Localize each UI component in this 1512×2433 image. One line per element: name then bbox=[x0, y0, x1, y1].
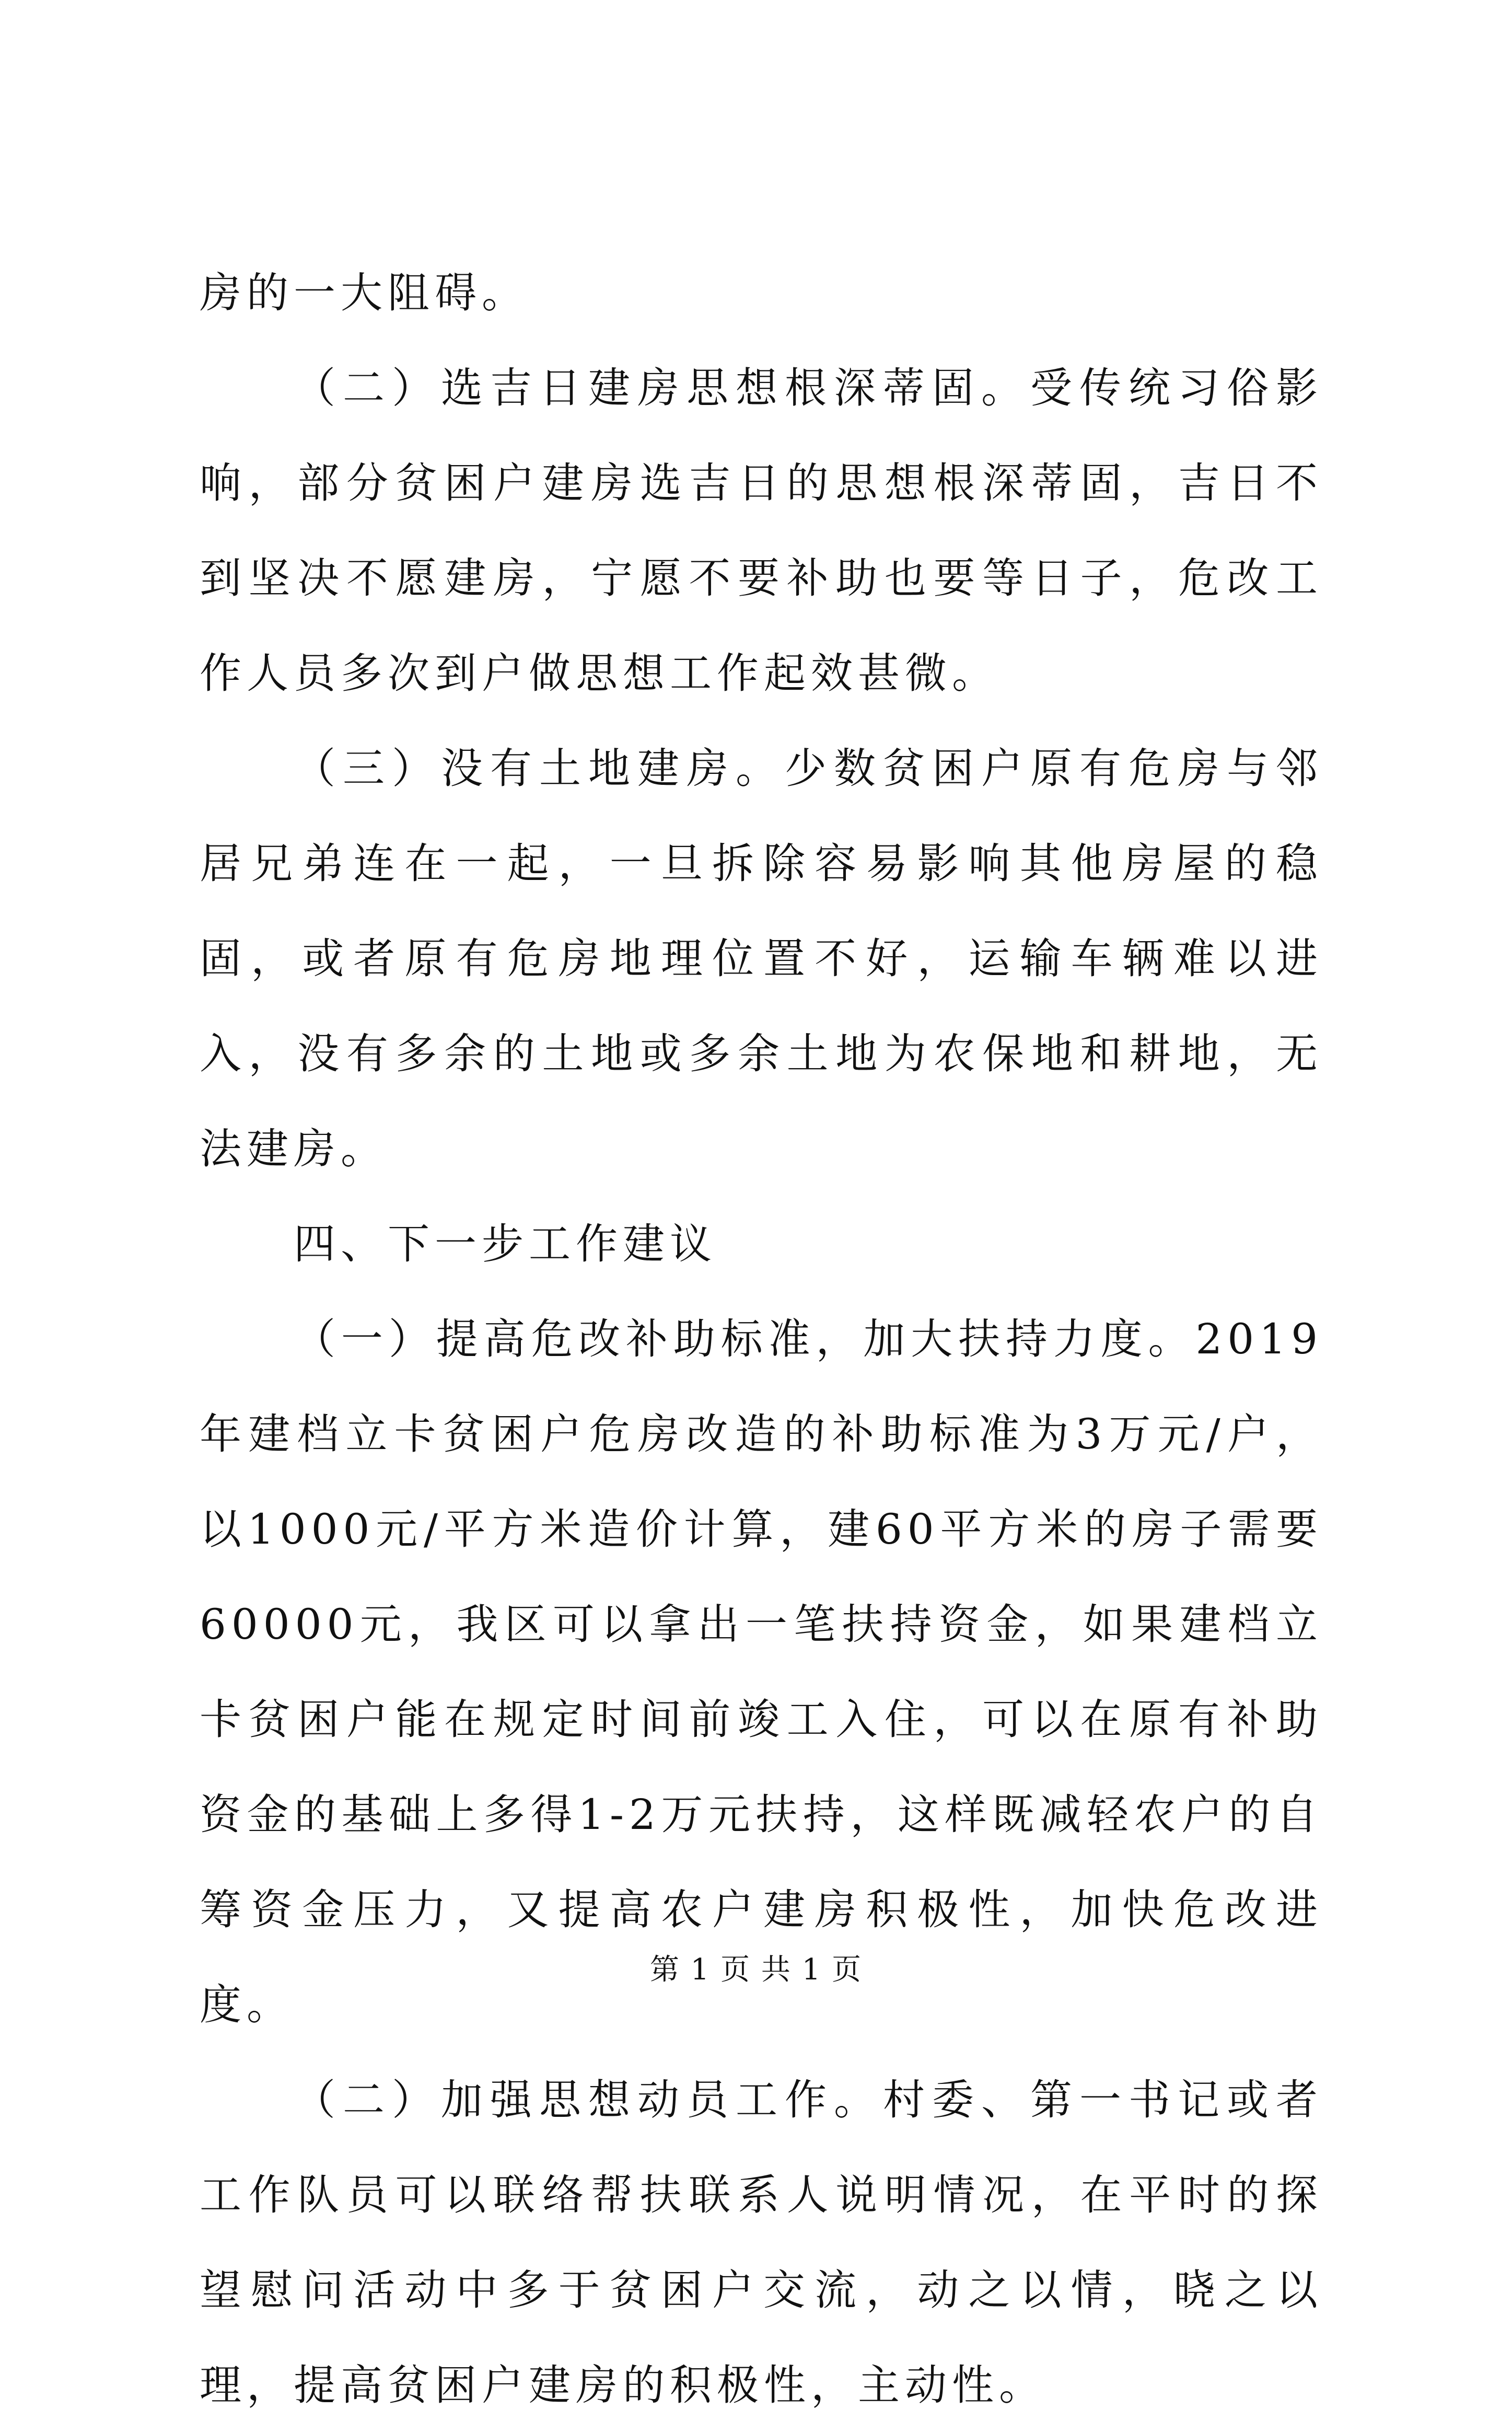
paragraph-auspicious-day: （二）选吉日建房思想根深蒂固。受传统习俗影响，部分贫困户建房选吉日的思想根深蒂固，吉日不到坚决不愿建房，宁愿不要补助也要等日子，危改工作人员多次到户做思想工作起效甚微。 bbox=[200, 364, 1323, 698]
paragraph-subsidy-standard: （一）提高危改补助标准，加大扶持力度。2019年建档立卡贫困户危房改造的补助标准为3万元/户，以1000元/平方米造价计算，建60平方米的房子需要60000元，我区可以拿出一笔扶持资金，如果建档立卡贫困户能在规定时间前竣工入住，可以在原有补助资金的基础上多得1-2万元扶持，这样既减轻农户的自筹资金压力，又提高农户建房积极性，加快危改进度。 bbox=[200, 1315, 1323, 2029]
paragraph-continuation: 房的一大阻碍。 bbox=[200, 269, 529, 317]
section-heading-next-steps: 四、下一步工作建议 bbox=[294, 1220, 717, 1268]
document-body bbox=[200, 246, 1323, 2433]
paragraph-mobilization: （二）加强思想动员工作。村委、第一书记或者工作队员可以联络帮扶联系人说明情况，在平时的探望慰问活动中多于贫困户交流，动之以情，晓之以理，提高贫困户建房的积极性，主动性。 bbox=[200, 2076, 1323, 2409]
paragraph-no-land: （三）没有土地建房。少数贫困户原有危房与邻居兄弟连在一起，一旦拆除容易影响其他房屋的稳固，或者原有危房地理位置不好，运输车辆难以进入，没有多余的土地或多余土地为农保地和耕地，无法建房。 bbox=[200, 744, 1323, 1173]
page-footer: 第 1 页 共 1 页 bbox=[649, 1953, 863, 1987]
